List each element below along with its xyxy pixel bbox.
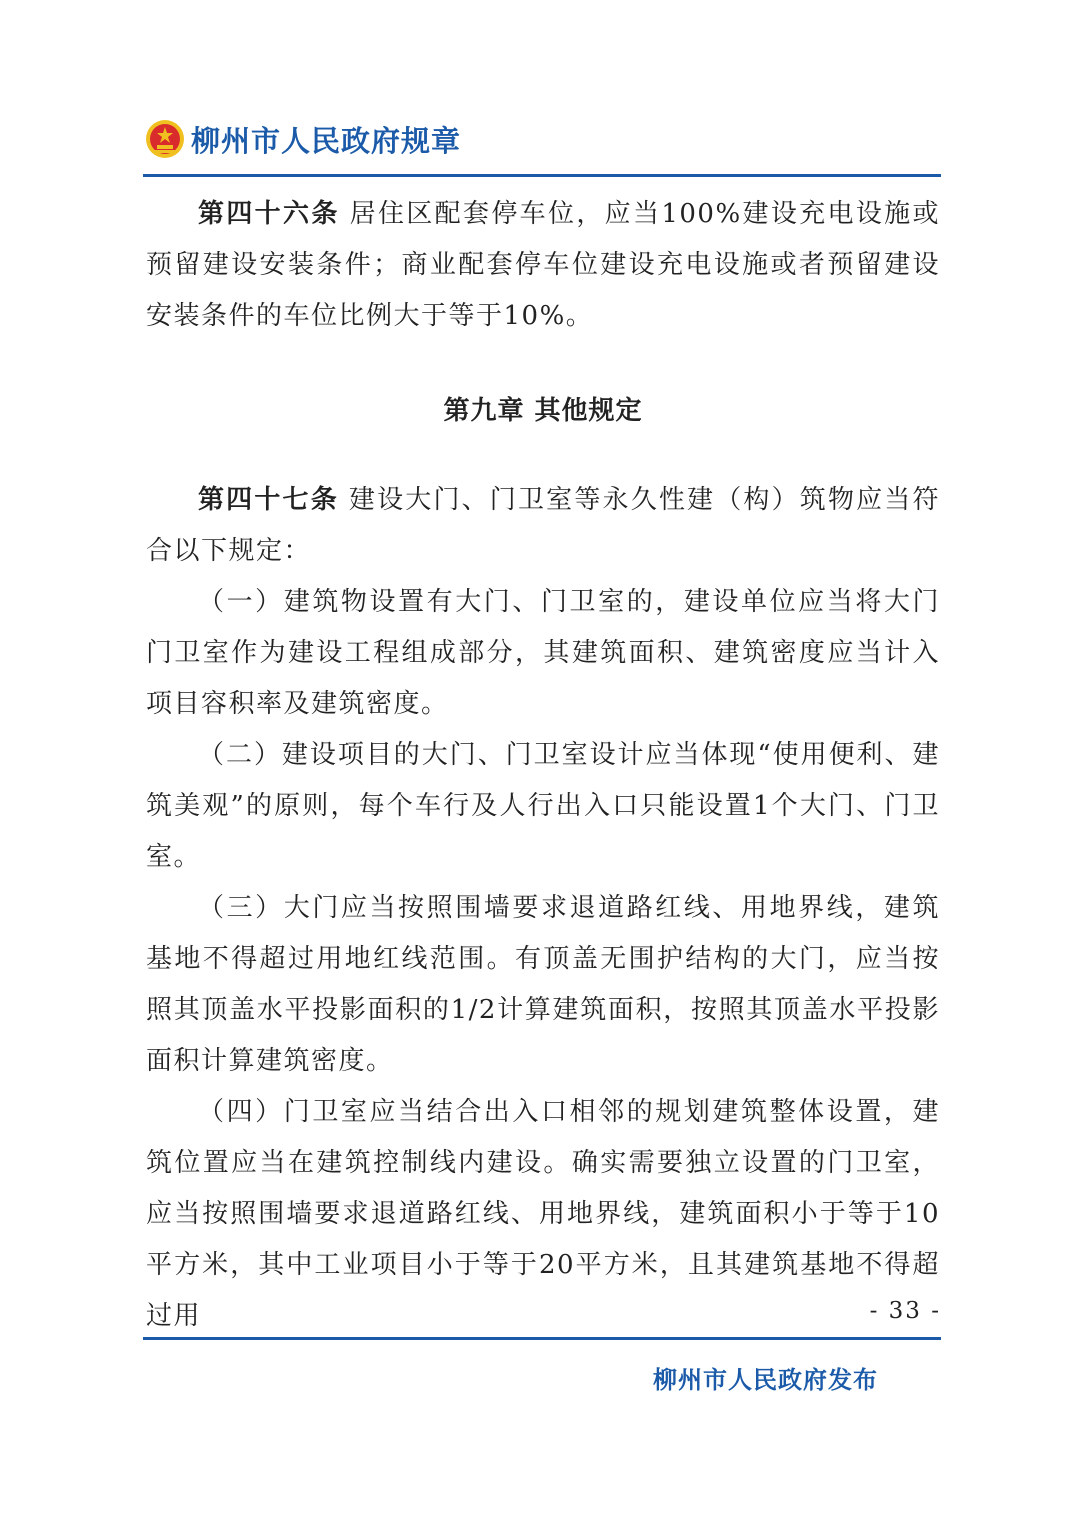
footer-publisher: 柳州市人民政府发布 xyxy=(653,1366,878,1394)
clause-2: （二）建设项目的大门、门卫室设计应当体现“使用便利、建筑美观”的原则，每个车行及人行出入口只能设置1个大门、门卫室。 xyxy=(146,740,940,872)
article-46-label: 第四十六条 xyxy=(198,199,340,229)
article-46-text: 居住区配套停车位，应当100%建设充电设施或预留建设安装条件；商业配套停车位建设充电设施或者预留建设安装条件的车位比例大于等于10%。 xyxy=(146,199,940,331)
header-title: 柳州市人民政府规章 xyxy=(191,123,462,158)
article-46 xyxy=(146,189,940,342)
page-number: - 33 - xyxy=(869,1298,941,1324)
article-47-text: 建设大门、门卫室等永久性建（构）筑物应当符合以下规定： xyxy=(146,485,940,566)
article-47 xyxy=(146,475,940,577)
article-47-label: 第四十七条 xyxy=(198,485,339,515)
clause-4: （四）门卫室应当结合出入口相邻的规划建筑整体设置，建筑位置应当在建筑控制线内建设。确实需要独立设置的门卫室，应当按照围墙要求退道路红线、用地界线，建筑面积小于等于10平方米，其中工业项目小于等于20平方米，且其建筑基地不得超过用 xyxy=(146,1097,940,1331)
header-divider xyxy=(143,174,941,177)
clause-3: （三）大门应当按照围墙要求退道路红线、用地界线，建筑基地不得超过用地红线范围。有顶盖无围护结构的大门，应当按照其顶盖水平投影面积的1/2计算建筑面积，按照其顶盖水平投影面积计算建筑密度。 xyxy=(146,893,940,1076)
footer-divider xyxy=(143,1337,941,1340)
document-body xyxy=(146,189,940,1342)
page-header xyxy=(145,117,461,161)
clause-1: （一）建筑物设置有大门、门卫室的，建设单位应当将大门门卫室作为建设工程组成部分，其建筑面积、建筑密度应当计入项目容积率及建筑密度。 xyxy=(146,587,940,719)
national-emblem-icon xyxy=(145,119,185,159)
chapter-heading: 第九章 其他规定 xyxy=(443,396,643,426)
